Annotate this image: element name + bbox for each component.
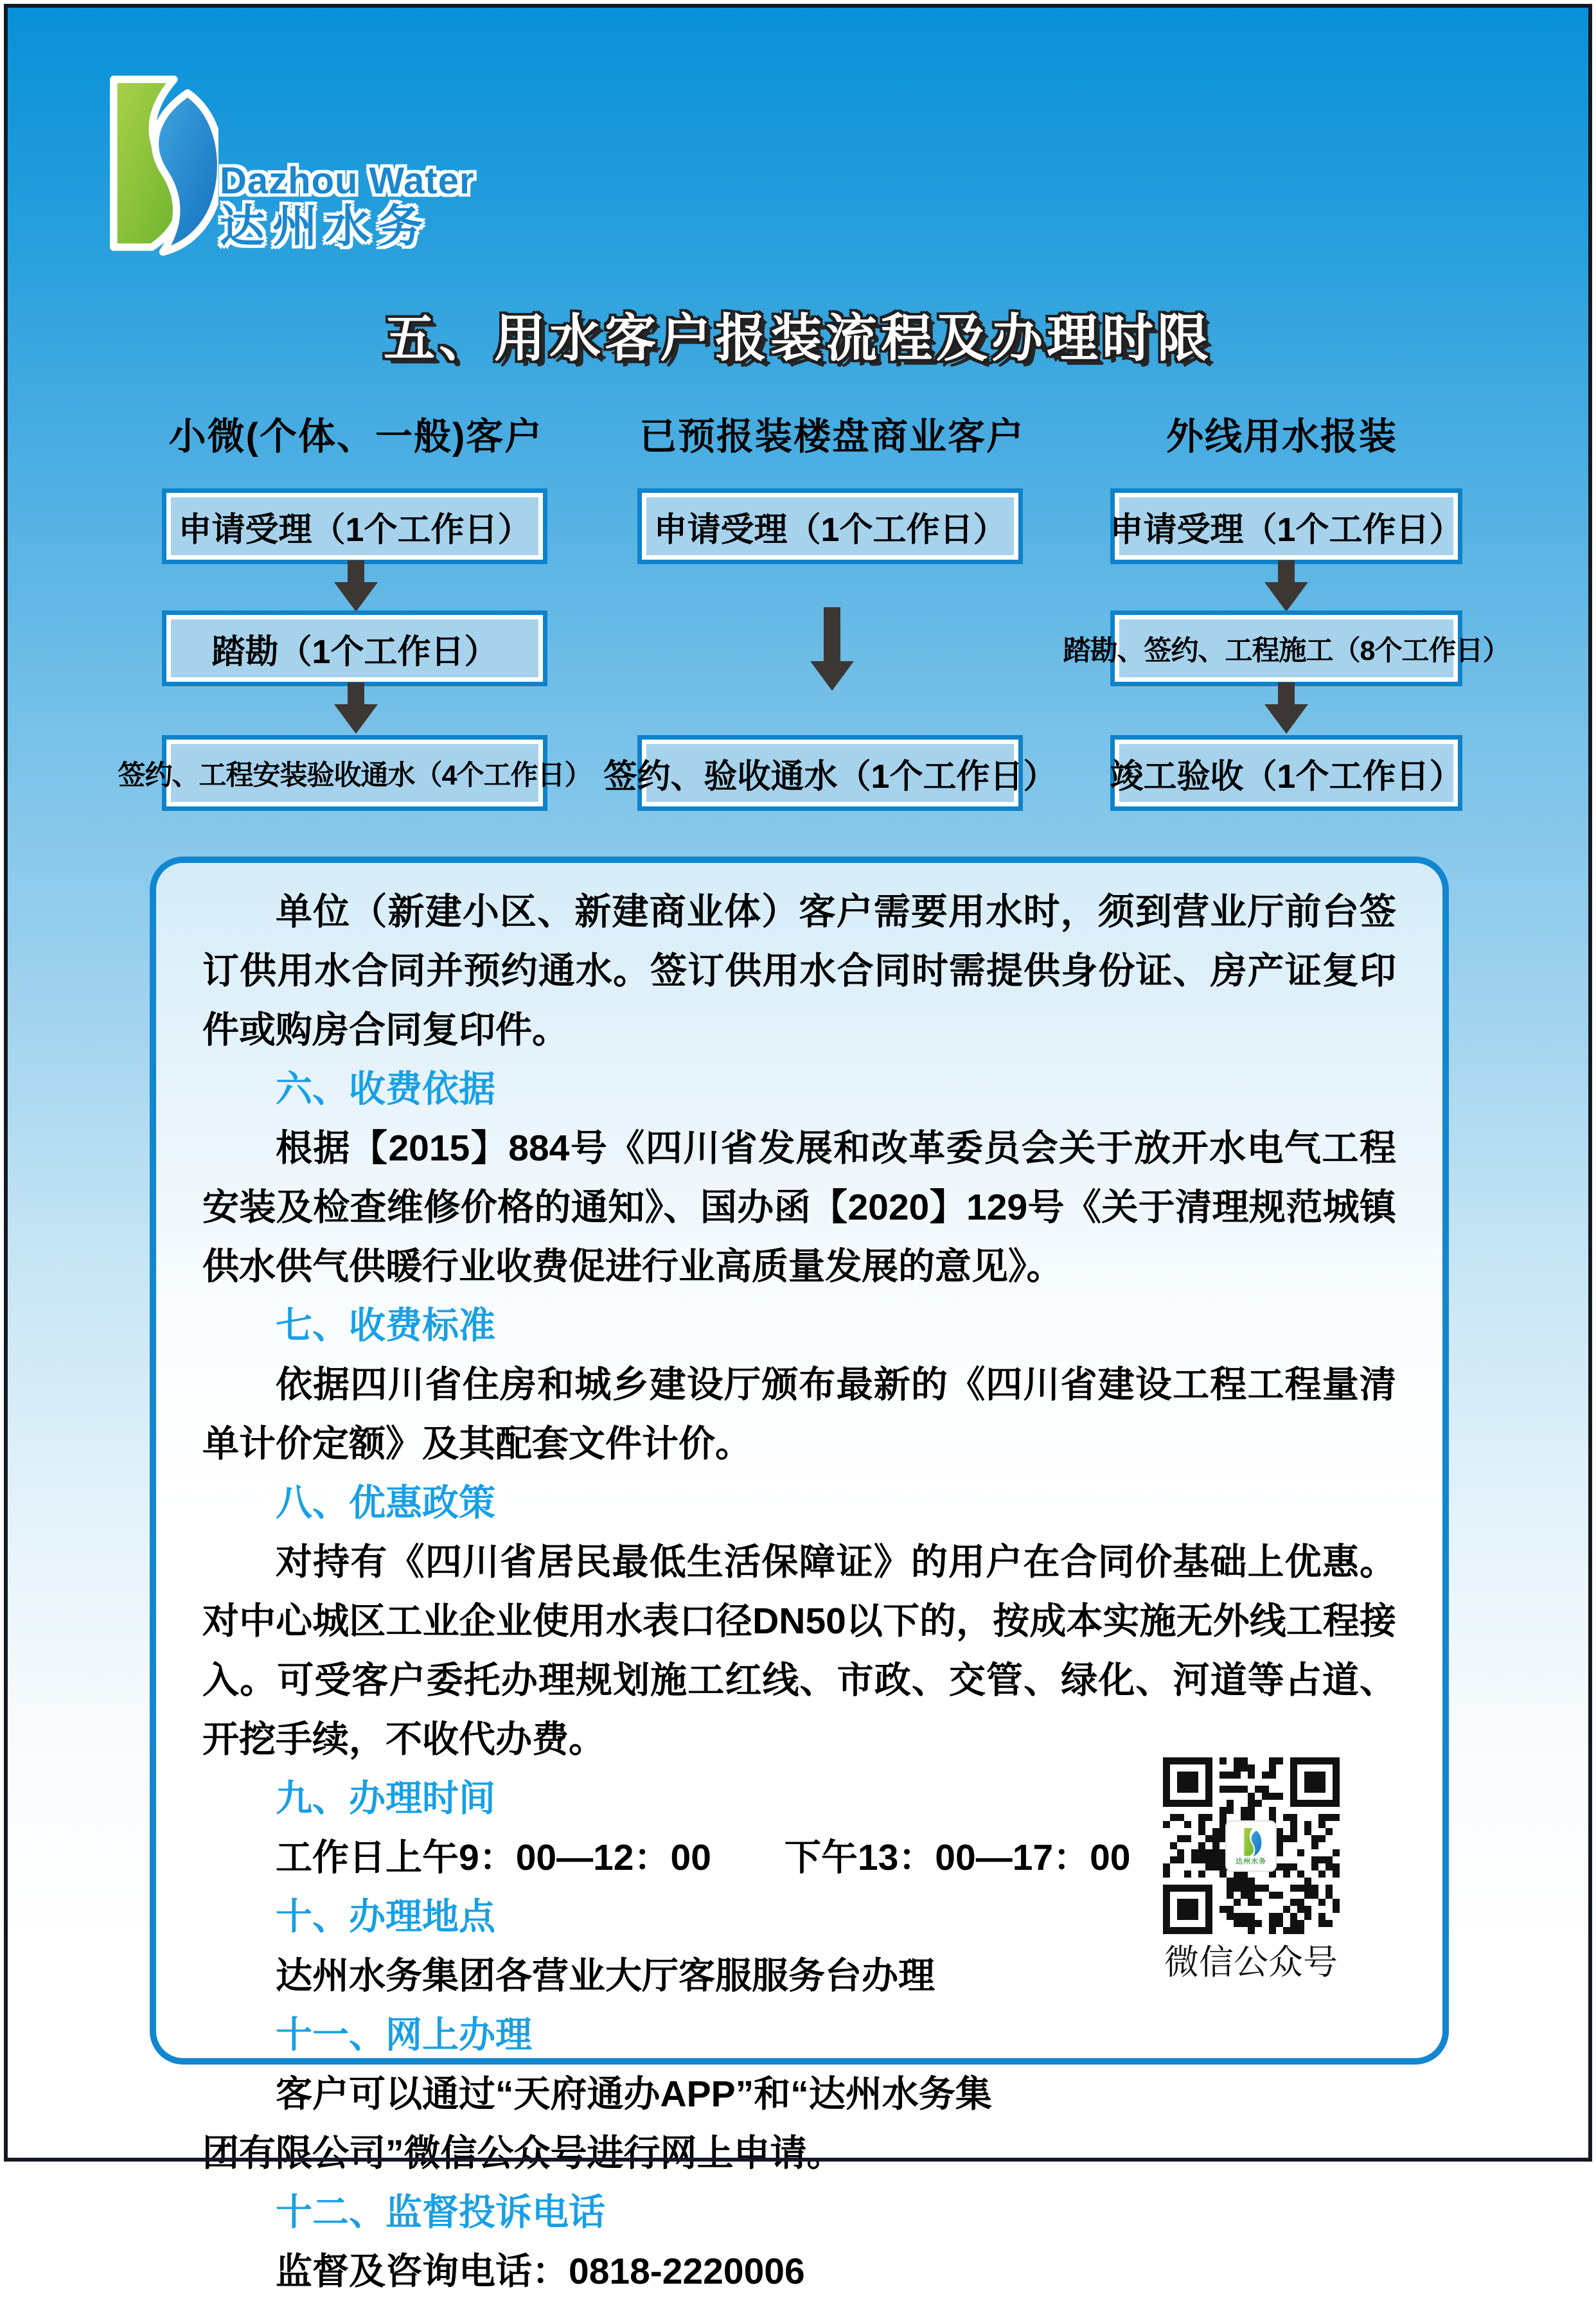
- section-body-discount: 对持有《四川省居民最低生活保障证》的用户在合同价基础上优惠。对中心城区工业企业使用水表口径DN50以下的，按成本实施无外线工程接入。可受客户委托办理规划施工红线、市政、交管、绿化、河道等占道、开挖手续，不收代办费。: [202, 1541, 1396, 1760]
- qr-center-logo-icon: [1225, 1820, 1277, 1872]
- flow-column-header-preinstalled: 已预报装楼盘商业客户: [639, 416, 1025, 458]
- flow-column-header-outside-line: 外线用水报装: [1166, 416, 1398, 458]
- flow-step-box: 申请受理（1个工作日）: [1110, 488, 1462, 564]
- section-heading-fee-standard: 七、收费标准: [276, 1305, 495, 1346]
- wechat-qr-block: [1160, 1757, 1342, 1986]
- section-heading-hotline: 十二、监督投诉电话: [276, 2192, 605, 2233]
- flow-arrow-down-icon: [810, 607, 854, 691]
- section-heading-location: 十、办理地点: [276, 1896, 495, 1937]
- logo-text-block: [220, 161, 475, 251]
- flow-arrow-down-icon: [334, 682, 378, 734]
- flow-step-box: 签约、验收通水（1个工作日）: [637, 735, 1023, 811]
- info-intro-paragraph: 单位（新建小区、新建商业体）客户需要用水时，须到营业厅前台签订供用水合同并预约通水。签订供用水合同时需提供身份证、房产证复印件或购房合同复印件。: [202, 891, 1396, 1051]
- section-body-fee-standard: 依据四川省住房和城乡建设厅颁布最新的《四川省建设工程工程量清单计价定额》及其配套文件计价。: [202, 1364, 1396, 1464]
- info-panel: [150, 857, 1449, 2292]
- flow-step-box: 申请受理（1个工作日）: [162, 488, 547, 564]
- section-heading-fee-basis: 六、收费依据: [276, 1069, 495, 1110]
- section-body-location: 达州水务集团各营业大厅客服服务台办理: [276, 1955, 935, 1996]
- section-body-hours: 工作日上午9：00—12：00 下午13：00—17：00: [276, 1837, 1131, 1878]
- section-heading-hours: 九、办理时间: [276, 1778, 495, 1819]
- section-heading-online: 十一、网上办理: [276, 2014, 532, 2056]
- flow-column-header-small-customers: 小微(个体、一般)客户: [168, 416, 544, 458]
- qr-code: [1163, 1757, 1340, 1934]
- logo-text-english: Dazhou Water: [220, 160, 475, 202]
- section-heading-discount: 八、优惠政策: [276, 1482, 495, 1524]
- flow-arrow-down-icon: [1264, 560, 1308, 612]
- flow-arrow-down-icon: [1264, 682, 1308, 734]
- section-body-online: 客户可以通过“天府通办APP”和“达州水务集团有限公司”微信公众号进行网上申请。: [202, 2074, 992, 2174]
- page-title: 五、用水客户报装流程及办理时限: [384, 310, 1212, 367]
- section-body-hotline: 监督及咨询电话：0818-2220006: [276, 2251, 805, 2292]
- section-body-fee-basis: 根据【2015】884号《四川省发展和改革委员会关于放开水电气工程安装及检查维修价格的通知》、国办函【2020】129号《关于清理规范城镇供水供气供暖行业收费促进行业高质量发展的意见》。: [202, 1128, 1396, 1287]
- qr-center-logo-label: 达州水务: [1236, 1858, 1266, 1865]
- qr-caption: 微信公众号: [1164, 1943, 1338, 1982]
- flow-arrow-down-icon: [334, 560, 378, 612]
- flow-step-box: 竣工验收（1个工作日）: [1110, 735, 1462, 811]
- flow-step-box: 踏勘（1个工作日）: [162, 610, 547, 686]
- dazhou-water-logo-icon: [95, 71, 218, 258]
- flow-step-box: 签约、工程安装验收通水（4个工作日）: [162, 735, 547, 811]
- logo-text-chinese: 达州水务: [220, 201, 430, 251]
- flow-step-box: 申请受理（1个工作日）: [637, 488, 1023, 564]
- flow-step-box: 踏勘、签约、工程施工（8个工作日）: [1110, 610, 1462, 686]
